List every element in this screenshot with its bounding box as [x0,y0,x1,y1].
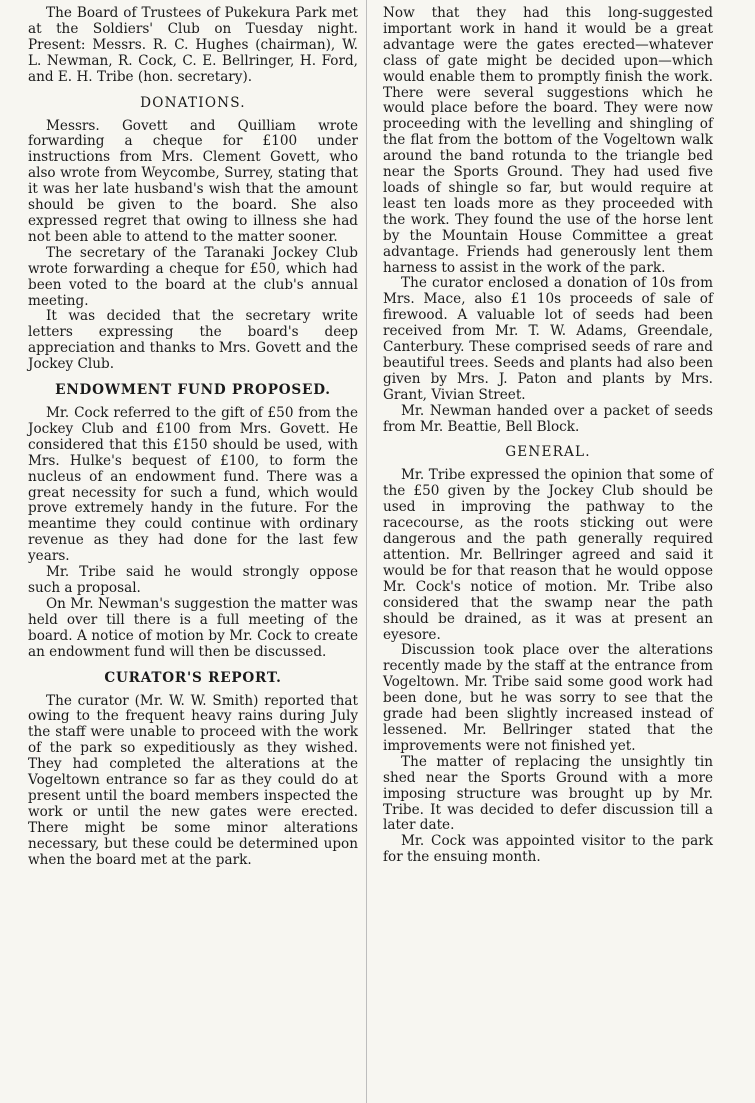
curator-paragraph-4: Mr. Newman handed over a packet of seeds from Mr. Beattie, Bell Block. [383,402,713,435]
curator-paragraph-3: The curator enclosed a donation of 10s from Mrs. Mace, also £1 10s proceeds of sale of firewood. A valuable lot of seeds had been received from Mr. T. W. Adams, Greendale, Canterbury. These comprised seeds of rare and beautiful trees. Seeds and plants had also been given by Mrs. J. Paton and plants by Mrs. Grant, Vivian Street. [383,275,713,403]
endowment-paragraph-3: On Mr. Newman's suggestion the matter was held over till there is a full meeting of the board. A notice of motion by Mr. Cock to create an endowment fund will then be discussed. [28,595,358,660]
donations-heading: DONATIONS. [140,94,246,111]
general-paragraph-3: The matter of replacing the unsightly tin shed near the Sports Ground with a more imposing structure was brought up by Mr. Tribe. It was decided to defer discussion till a later date. [383,753,713,834]
general-heading: GENERAL. [505,444,591,461]
curator-paragraph-1: The curator (Mr. W. W. Smith) reported that owing to the frequent heavy rains during July the staff were unable to proceed with the work of the park so expeditiously as they wished. They had completed the alterations at the Vogeltown entrance so far as they could do at present until the board members inspected the work or until the new gates were erected. There might be some minor alterations necessary, but these could be determined upon when the board met at the park. [28,692,358,868]
curator-report-heading: CURATOR'S REPORT. [104,669,282,686]
endowment-paragraph-2: Mr. Tribe said he would strongly oppose such a proposal. [28,564,358,596]
donations-paragraph-3: It was decided that the secretary write letters expressing the board's deep appreciation and thanks to Mrs. Govett and the Jockey Club. [28,308,358,373]
endowment-heading: ENDOWMENT FUND PROPOSED. [55,382,331,399]
endowment-paragraph-1: Mr. Cock referred to the gift of £50 from the Jockey Club and £100 from Mrs. Govett. He considered that this £150 should be used, with Mrs. Hulke's bequest of £100, to form the nucleus of an endowment fund. There was a great necessity for such a fund, which would prove extremely handy in the future. For the meantime they could continue with ordinary revenue as they had done for the last few years. [28,405,358,565]
intro-paragraph: The Board of Trustees of Pukekura Park met at the Soldiers' Club on Tuesday night. Present: Messrs. R. C. Hughes (chairman), W. L. Newman, R. Cock, C. E. Bellringer, H. Ford, and E. H. Tribe (hon. secretary). [28,5,358,85]
right-column [383,6,713,1103]
general-paragraph-4: Mr. Cock was appointed visitor to the park for the ensuing month. [383,833,713,866]
left-column [28,6,358,1103]
column-divider [366,0,367,1103]
general-paragraph-2: Discussion took place over the alterations recently made by the staff at the entrance from Vogeltown. Mr. Tribe said some good work had been done, but he was sorry to see that the grade had been slightly increased instead of lessened. Mr. Bellringer stated that the improvements were not finished yet. [383,642,713,754]
curator-paragraph-2: Now that they had this long-suggested important work in hand it would be a great advantage were the gates erected—whatever class of gate might be decided upon—which would enable them to promptly finish the work. There were several suggestions which he would place before the board. They were now proceeding with the levelling and shingling of the flat from the bottom of the Vogeltown walk around the band rotunda to the triangle bed near the Sports Ground. They had used five loads of shingle so far, but would require at least ten loads more as they proceeded with the work. They found the use of the horse lent by the Mountain House Committee a great advantage. Friends had generously lent them harness to assist in the work of the park. [383,5,713,276]
general-paragraph-1: Mr. Tribe expressed the opinion that some of the £50 given by the Jockey Club should be used in improving the pathway to the racecourse, as the roots sticking out were dangerous and the path generally required attention. Mr. Bellringer agreed and said it would be for that reason that he would oppose Mr. Cock's notice of motion. Mr. Tribe also considered that the swamp near the path should be drained, as it was at present an eyesore. [383,467,713,643]
donations-paragraph-2: The secretary of the Taranaki Jockey Club wrote forwarding a cheque for £50, which had been voted to the board at the club's annual meeting. [28,244,358,309]
donations-paragraph-1: Messrs. Govett and Quilliam wrote forwarding a cheque for £100 under instructions from Mrs. Clement Govett, who also wrote from Weycombe, Surrey, stating that it was her late husband's wish that the amount should be given to the board. She also expressed regret that owing to illness she had not been able to attend to the matter sooner. [28,117,358,245]
